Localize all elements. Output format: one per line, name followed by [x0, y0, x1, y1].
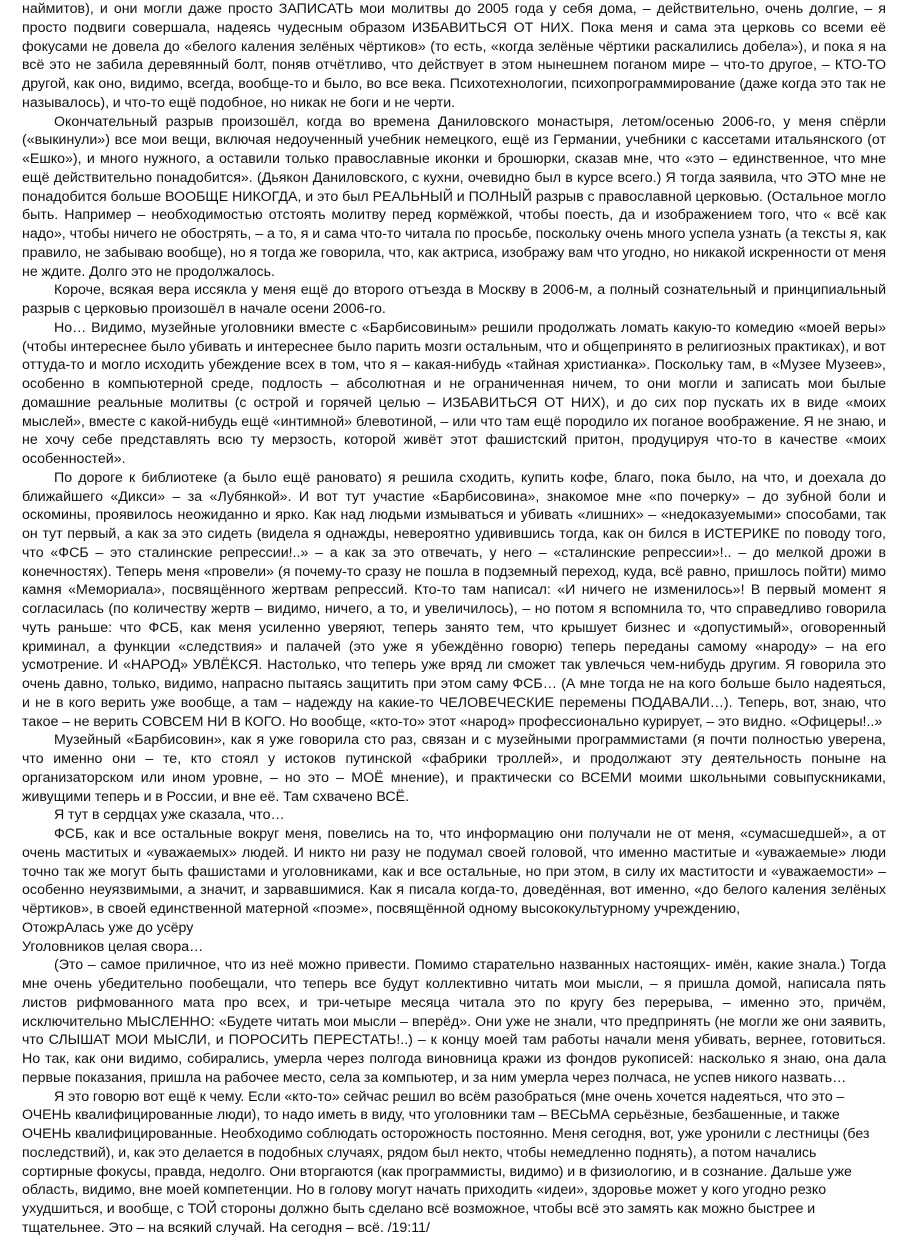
paragraph-9: (Это – самое приличное, что из неё можно привести. Помимо старательно названных настоящих- имён, какие знала.) Тогда мне очень убедительно пообещали, что теперь все будут коллективно читать мои мысли, – я пришла домой, написала пять листов рифмованного мата про всех, и три-четыре месяца читала это по кругу без перерыва, – именно это, причём, исключительно МЫСЛЕННО: «Будете читать мои мысли – вперёд». Они уже не знали, что предпринять (не могли же они заявить, что СЛЫШАТ МОИ МЫСЛИ, и ПОРОСИТЬ ПЕРЕСТАТЬ!..) – к концу моей там работы начали меня убивать, вернее, готовиться. Но так, как они видимо, собирались, умерла через полгода виновница кражи из фондов рукописей: насколько я знаю, она дала первые показания, пришла на рабочее место, села за компьютер, и за ним умерла через полчаса, не успев никого назвать… [22, 957, 886, 1086]
paragraph-2: Окончательный разрыв произошёл, когда во времена Даниловского монастыря, летом/осенью 2006-го, у меня спёрли («выкинули») все мои вещи, включая недоученный учебник немецкого, ещё из Германии, учебники с кассетами итальянского (от «Ешко»), и много нужного, а оставили только православные иконки и брошюрки, сказав мне, что «это – единственное, что мне ещё действительно понадобится». (Дьякон Даниловского, с кухни, очевидно был в курсе всего.) Я тогда заявила, что ЭТО мне не понадобится больше ВООБЩЕ НИКОГДА, и это был РЕАЛЬНЫЙ и ПОЛНЫЙ разрыв с православной церковью. (Остальное могло быть. Например – необходимостью отстоять молитву перед кормёжкой, чтобы поесть, да и изображением того, что « всё как надо», чтобы ничего не обострять, – а то, я и сама что-то читала по просьбе, поскольку очень много успела узнать (а тексты я, как правило, не забываю вообще), но я тогда же говорила, что, как актриса, изображу вам что угодно, но никакой искренности от меня не ждите. Долго это не продолжалось. [22, 113, 886, 280]
paragraph-10: Я это говорю вот ещё к чему. Если «кто-то» сейчас решил во всём разобраться (мне очень хочется надеяться, что это – ОЧЕНЬ квалифицированные люди), то надо иметь в виду, что уголовники там – ВЕСЬМА серьёзные, безбашенные, и также ОЧЕНЬ квалифицированные. Необходимо соблюдать осторожность постоянно. Меня сегодня, вот, уже уронили с лестницы (без последствий), и, как это делается в подобных случаях, рядом был некто, чтобы немедленно поднять), а потом начались сортирные фокусы, правда, недолго. Они вторгаются (как программисты, видимо) и в физиологию, и в сознание. Дальше уже область, видимо, вне моей компетенции. Но в голову могут начать приходить «идеи», здоровье может у кого угодно резко ухудшиться, и вообще, с ТОЙ стороны должно быть сделано всё возможное, чтобы всё это замять как можно быстрее и тщательнее. Это – на всякий случай. На сегодня – всё. /19:11/ [22, 1088, 870, 1236]
paragraph-3: Короче, всякая вера иссякла у меня ещё до второго отъезда в Москву в 2006-м, а полный сознательный и принципиальный разрыв с церковью произошёл в начале осени 2006-го. [22, 282, 886, 317]
poem-line-2: Уголовников целая свора… [22, 938, 204, 955]
paragraph-5: По дороге к библиотеке (а было ещё рановато) я решила сходить, купить кофе, благо, пока было, на что, и доехала до ближайшего «Дикси» – за «Лубянкой». И вот тут участие «Барбисовина», знакомое мне «по почерку» – до зубной боли и оскомины, проявилось неожиданно и ярко. Как над людьми измываться и убивать «лишних» – «недоказуемыми» способами, так он тут первый, а как за это сидеть (видела я однажды, невероятно удивившись тогда, как он бился в ИСТЕРИКЕ по поводу того, что «ФСБ – это сталинские репрессии!..» – а как за это отвечать, у него – «сталинские репрессии»!.. – до мелкой дрожи в конечностях). Теперь меня «провели» (я почему-то сразу не пошла в подземный переход, куда, всё равно, пришлось пойти) мимо камня «Мемориала», посвящённого жертвам репрессий. Кто-то там написал: «И ничего не изменилось»! В первый момент я согласилась (по количеству жертв – видимо, ничего, а то, и увеличилось), – но потом я вспомнила то, что справедливо говорила чуть раньше: что ФСБ, как меня усиленно уверяют, теперь занято тем, что крышует бизнес и «допустимый», оговоренный криминал, а функции «следствия» и палачей (это уже я убеждённо говорю) теперь переданы самому «народу» – на его усмотрение. И «НАРОД» УВЛЁКСЯ. Настолько, что теперь уже вряд ли сможет так увлечься чем-нибудь другим. Я говорила это очень давно, только, видимо, напрасно пытаясь защитить при этом саму ФСБ… (А мне тогда не на кого больше было надеяться, и не в кого верить уже вообще, а там – надежду на какие-то ЧЕЛОВЕЧЕСКИЕ перемены ПОДАВАЛИ…). Теперь, вот, знаю, что такое – не верить СОВСЕМ НИ В КОГО. Но вообще, «кто-то» этот «народ» профессионально курирует, – это видно. «Офицеры!..» [22, 469, 886, 730]
poem-line-1: ОтожрАлась уже до усёру [22, 919, 194, 936]
paragraph-8: ФСБ, как и все остальные вокруг меня, повелись на то, что информацию они получали не от меня, «сумасшедшей», а от очень маститых и «уважаемых» людей. И никто ни разу не подумал своей головой, что именно маститые и «уважаемые» люди точно так же могут быть фашистами и уголовниками, как и все остальные, но при этом, в силу их маститости и «уважаемости» – особенно неуязвимыми, а значит, и зарвавшимися. Как я писала когда-то, доведённая, вот именно, «до белого каления зелёных чёртиков», в своей единственной матерной «поэме», посвящённой одному высококультурному учреждению, [22, 826, 886, 917]
paragraph-6: Музейный «Барбисовин», как я уже говорила сто раз, связан и с музейными программистами (я почти полностью уверена, что именно они – те, кто стоял у истоков путинской «фабрики троллей», и продолжают эту деятельность поныне на организаторском или ином уровне, – но это – МОЁ мнение), и практически со ВСЕМИ моими школьными совыпускниками, живущими теперь и в России, и вне её. Там схвачено ВСЁ. [22, 732, 886, 805]
paragraph-4: Но… Видимо, музейные уголовники вместе с «Барбисовиным» решили продолжать ломать какую-то комедию «моей веры» (чтобы интереснее было убивать и интереснее было парить мозги остальным, что и общепринято в религиозных практиках), и вот оттуда-то и могло исходить убеждение всех в том, что я – какая-нибудь «тайная христианка». Поскольку там, в «Музее Музеев», особенно в компьютерной среде, подлость – абсолютная и не ограниченная ничем, то они могли и записать мои былые домашние реальные молитвы (с острой и горячей целью – ИЗБАВИТЬСЯ ОТ НИХ), и до сих пор пускать их в виде «моих мыслей», вместе с какой-нибудь ещё «интимной» блевотиной, – или что там ещё породило их поганое воображение. Я не знаю, и не хочу себе представлять всю ту мерзость, которой живёт этот фашистский притон, продуцируя что-то в качестве «моих особенностей». [22, 319, 886, 467]
paragraph-1: наймитов), и они могли даже просто ЗАПИСАТЬ мои молитвы до 2005 года у себя дома, – действительно, очень долгие, – я просто подвиги совершала, надеясь чудесным образом ИЗБАВИТЬСЯ ОТ НИХ. Пока меня и сама эта церковь со всеми её фокусами не довела до «белого каления зелёных чёртиков» (то есть, «когда зелёные чёртики раскалились добела»), и пока я на всё это не забила деревянный болт, поняв отчётливо, что действует в этом нынешнем поганом мире – что-то другое, – КТО-ТО другой, как оно, видимо, всегда, вообще-то и было, во все века. Психотехнологии, психопрограммирование (даже когда это так не называлось), и что-то ещё подобное, но никак не боги и не черти. [22, 1, 886, 111]
paragraph-7: Я тут в сердцах уже сказала, что… [54, 807, 285, 824]
